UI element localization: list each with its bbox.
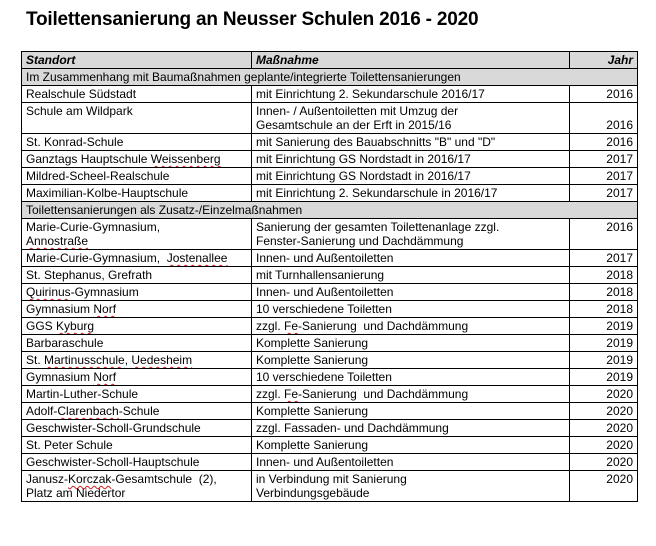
table-row — [22, 168, 638, 185]
table-row — [22, 151, 638, 168]
jahr-cell: 2018 — [570, 301, 638, 318]
standort-cell — [22, 250, 252, 267]
massnahme-cell: mit Einrichtung GS Nordstadt in 2016/17 — [252, 151, 570, 168]
massnahme-cell: Komplette Sanierung — [252, 437, 570, 454]
jahr-cell: 2016 — [570, 134, 638, 151]
header-jahr: Jahr — [570, 52, 638, 69]
table-row — [22, 185, 638, 202]
massnahme-line: Innen- / Außentoiletten mit Umzug der — [256, 104, 459, 118]
jahr-cell: 2017 — [570, 151, 638, 168]
standort-cell — [22, 318, 252, 335]
standort-text: Gymnasium — [26, 302, 94, 316]
massnahme-cell: 10 verschiedene Toiletten — [252, 369, 570, 386]
massnahme-text: Fe — [284, 319, 299, 333]
massnahme-cell: Komplette Sanierung — [252, 403, 570, 420]
jahr-cell: 2017 — [570, 185, 638, 202]
standort-text: Ganztags Hauptschule — [26, 152, 151, 166]
massnahme-cell: mit Turnhallensanierung — [252, 267, 570, 284]
jahr-cell: 2016 — [570, 103, 638, 134]
jahr-cell: 2019 — [570, 352, 638, 369]
massnahme-cell: mit Einrichtung GS Nordstadt in 2016/17 — [252, 168, 570, 185]
standort-text: Platz am Niedertor — [26, 486, 126, 500]
table-row — [22, 352, 638, 369]
standort-text: GGS — [26, 319, 57, 333]
standort-cell: Maximilian-Kolbe-Hauptschule — [22, 185, 252, 202]
jahr-cell: 2020 — [570, 437, 638, 454]
standort-cell: Martin-Luther-Schule — [22, 386, 252, 403]
standort-cell — [22, 369, 252, 386]
table-row — [22, 86, 638, 103]
standort-cell: Barbaraschule — [22, 335, 252, 352]
massnahme-cell — [252, 318, 570, 335]
standort-cell: Geschwister-Scholl-Grundschule — [22, 420, 252, 437]
standort-text: Korczak — [68, 472, 112, 486]
standort-cell — [22, 301, 252, 318]
table-row — [22, 335, 638, 352]
massnahme-cell: Innen- und Außentoiletten — [252, 250, 570, 267]
standort-text: Adolf- — [26, 404, 58, 418]
table-header-row — [22, 52, 638, 69]
massnahme-line: Sanierung der gesamten Toilettenanlage zzgl. — [256, 220, 500, 234]
jahr-cell: 2018 — [570, 284, 638, 301]
table-row — [22, 437, 638, 454]
table-row — [22, 284, 638, 301]
massnahme-text: zzgl. — [256, 319, 285, 333]
jahr-cell: 2018 — [570, 267, 638, 284]
massnahme-cell — [252, 386, 570, 403]
standort-cell: St. Konrad-Schule — [22, 134, 252, 151]
jahr-cell: 2017 — [570, 168, 638, 185]
massnahme-text: Fe — [284, 387, 299, 401]
standort-text: Quirinus — [26, 285, 71, 299]
jahr-cell: 2019 — [570, 318, 638, 335]
table-row — [22, 134, 638, 151]
standort-text: Weissenberg — [150, 152, 221, 166]
standort-cell: Geschwister-Scholl-Hauptschule — [22, 454, 252, 471]
massnahme-cell: zzgl. Fassaden- und Dachdämmung — [252, 420, 570, 437]
table-row — [22, 103, 638, 134]
standort-cell: St. Stephanus, Grefrath — [22, 267, 252, 284]
massnahme-line: Verbindungsgebäude — [256, 486, 370, 500]
massnahme-cell: mit Einrichtung 2. Sekundarschule 2016/17 — [252, 86, 570, 103]
standort-text: Marie-Curie-Gymnasium, — [26, 220, 161, 234]
page-title: Toilettensanierung an Neusser Schulen 2016 - 2020 — [26, 9, 479, 30]
standort-text: -Gesamtschule (2), — [111, 472, 217, 486]
standort-text: -Schule — [118, 404, 160, 418]
table-row — [22, 318, 638, 335]
massnahme-cell: Komplette Sanierung — [252, 335, 570, 352]
massnahme-cell: mit Sanierung des Bauabschnitts "B" und "D" — [252, 134, 570, 151]
standort-text: Martinusschule — [44, 353, 125, 367]
massnahme-line: Gesamtschule an der Erft in 2015/16 — [256, 118, 452, 132]
table-row — [22, 301, 638, 318]
standort-cell — [22, 284, 252, 301]
table-row — [22, 219, 638, 250]
standort-text: Jostenallee — [166, 251, 228, 265]
standort-text: Norf — [93, 370, 117, 384]
standort-text: , — [124, 353, 132, 367]
standort-cell: St. Peter Schule — [22, 437, 252, 454]
jahr-cell: 2020 — [570, 403, 638, 420]
jahr-cell: 2020 — [570, 454, 638, 471]
jahr-cell: 2020 — [570, 420, 638, 437]
table-row — [22, 403, 638, 420]
standort-text: Janusz- — [26, 472, 69, 486]
standort-cell: Schule am Wildpark — [22, 103, 252, 134]
massnahme-cell: Komplette Sanierung — [252, 352, 570, 369]
standort-cell — [22, 352, 252, 369]
jahr-cell: 2016 — [570, 219, 638, 250]
jahr-cell: 2020 — [570, 471, 638, 502]
standort-cell — [22, 471, 252, 502]
massnahme-cell: Innen- und Außentoiletten — [252, 454, 570, 471]
massnahme-line: Fenster-Sanierung und Dachdämmung — [256, 234, 464, 248]
table-row — [22, 369, 638, 386]
massnahme-text: -Sanierung und Dachdämmung — [298, 387, 469, 401]
standort-text: Norf — [93, 302, 117, 316]
section-row — [22, 202, 638, 219]
standort-cell — [22, 219, 252, 250]
jahr-cell: 2019 — [570, 369, 638, 386]
standort-text: Gymnasium — [26, 370, 94, 384]
massnahme-text: -Sanierung und Dachdämmung — [298, 319, 469, 333]
table-row — [22, 267, 638, 284]
table-row — [22, 454, 638, 471]
jahr-cell: 2019 — [570, 335, 638, 352]
table-row — [22, 471, 638, 502]
standort-cell — [22, 151, 252, 168]
massnahme-cell: Innen- und Außentoiletten — [252, 284, 570, 301]
section-title: Toilettensanierungen als Zusatz-/Einzelmaßnahmen — [22, 202, 638, 219]
massnahme-cell: mit Einrichtung 2. Sekundarschule in 2016/17 — [252, 185, 570, 202]
jahr-cell: 2020 — [570, 386, 638, 403]
standort-cell — [22, 403, 252, 420]
massnahme-text: zzgl. — [256, 387, 285, 401]
massnahme-line: in Verbindung mit Sanierung — [256, 472, 407, 486]
standort-text: Annostraße — [26, 234, 89, 248]
standort-text: Uedesheim — [131, 353, 193, 367]
massnahme-cell — [252, 219, 570, 250]
section-title: Im Zusammenhang mit Baumaßnahmen geplante/integrierte Toilettensanierungen — [22, 69, 638, 86]
standort-text: Kyburg — [56, 319, 95, 333]
standort-text: St. — [26, 353, 45, 367]
massnahme-cell — [252, 471, 570, 502]
standort-cell: Mildred-Scheel-Realschule — [22, 168, 252, 185]
standort-cell: Realschule Südstadt — [22, 86, 252, 103]
section-row — [22, 69, 638, 86]
renovation-table — [21, 51, 638, 502]
standort-text: Marie-Curie-Gymnasium, — [26, 251, 167, 265]
jahr-cell: 2016 — [570, 86, 638, 103]
header-massnahme: Maßnahme — [252, 52, 570, 69]
massnahme-cell: 10 verschiedene Toiletten — [252, 301, 570, 318]
standort-text: Clarenbach — [57, 404, 119, 418]
jahr-cell: 2017 — [570, 250, 638, 267]
table-row — [22, 250, 638, 267]
massnahme-cell — [252, 103, 570, 134]
standort-text: -Gymnasium — [70, 285, 139, 299]
table-row — [22, 386, 638, 403]
table-row — [22, 420, 638, 437]
header-standort: Standort — [22, 52, 252, 69]
